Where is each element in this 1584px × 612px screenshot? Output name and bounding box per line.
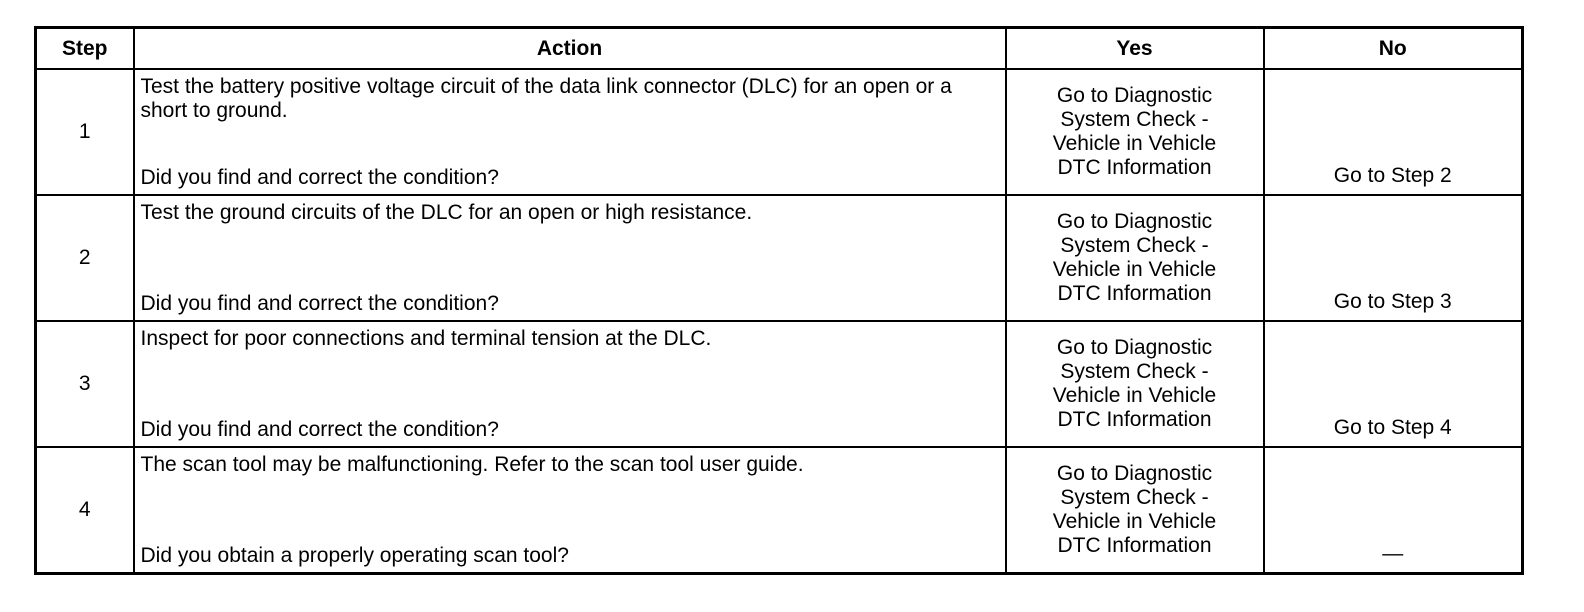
yes-line: Go to Diagnostic	[1056, 84, 1213, 107]
yes-cell	[1006, 69, 1264, 195]
no-cell: Go to Step 2	[1264, 69, 1523, 195]
action-question: Did you find and correct the condition?	[140, 166, 499, 189]
action-text: The scan tool may be malfunctioning. Refer to the scan tool user guide.	[140, 453, 804, 476]
yes-line: Go to Diagnostic	[1056, 210, 1213, 233]
table-row	[36, 69, 1523, 195]
header-yes: Yes	[1006, 28, 1264, 70]
yes-line: Vehicle in Vehicle	[1052, 510, 1217, 533]
yes-line: Go to Diagnostic	[1056, 462, 1213, 485]
yes-line: DTC Information	[1057, 534, 1212, 557]
yes-cell	[1006, 195, 1264, 321]
header-action: Action	[134, 28, 1006, 70]
action-text: Test the battery positive voltage circuit of the data link connector (DLC) for an open or a short to ground.	[140, 75, 952, 122]
diagnostic-table	[34, 26, 1524, 575]
header-no: No	[1264, 28, 1523, 70]
action-cell	[134, 69, 1006, 195]
table-row	[36, 447, 1523, 574]
table-row	[36, 195, 1523, 321]
action-text: Test the ground circuits of the DLC for an open or high resistance.	[140, 201, 753, 224]
header-step: Step	[36, 28, 134, 70]
yes-line: Vehicle in Vehicle	[1052, 132, 1217, 155]
action-text: Inspect for poor connections and terminal tension at the DLC.	[140, 327, 712, 350]
no-cell: Go to Step 4	[1264, 321, 1523, 447]
step-number: 3	[36, 321, 134, 447]
step-number: 4	[36, 447, 134, 574]
yes-line: System Check -	[1060, 486, 1209, 509]
yes-line: DTC Information	[1057, 156, 1212, 179]
yes-line: Vehicle in Vehicle	[1052, 258, 1217, 281]
yes-cell	[1006, 321, 1264, 447]
yes-line: DTC Information	[1057, 282, 1212, 305]
no-cell: Go to Step 3	[1264, 195, 1523, 321]
header-row	[36, 28, 1523, 70]
action-cell	[134, 447, 1006, 574]
step-number: 2	[36, 195, 134, 321]
action-question: Did you find and correct the condition?	[140, 292, 499, 315]
action-question: Did you obtain a properly operating scan tool?	[140, 544, 569, 567]
action-question: Did you find and correct the condition?	[140, 418, 499, 441]
yes-line: System Check -	[1060, 108, 1209, 131]
action-cell	[134, 321, 1006, 447]
yes-line: DTC Information	[1057, 408, 1212, 431]
step-number: 1	[36, 69, 134, 195]
action-cell	[134, 195, 1006, 321]
table-row	[36, 321, 1523, 447]
yes-line: Vehicle in Vehicle	[1052, 384, 1217, 407]
yes-cell	[1006, 447, 1264, 574]
yes-line: Go to Diagnostic	[1056, 336, 1213, 359]
no-cell: —	[1264, 447, 1523, 574]
yes-line: System Check -	[1060, 234, 1209, 257]
yes-line: System Check -	[1060, 360, 1209, 383]
